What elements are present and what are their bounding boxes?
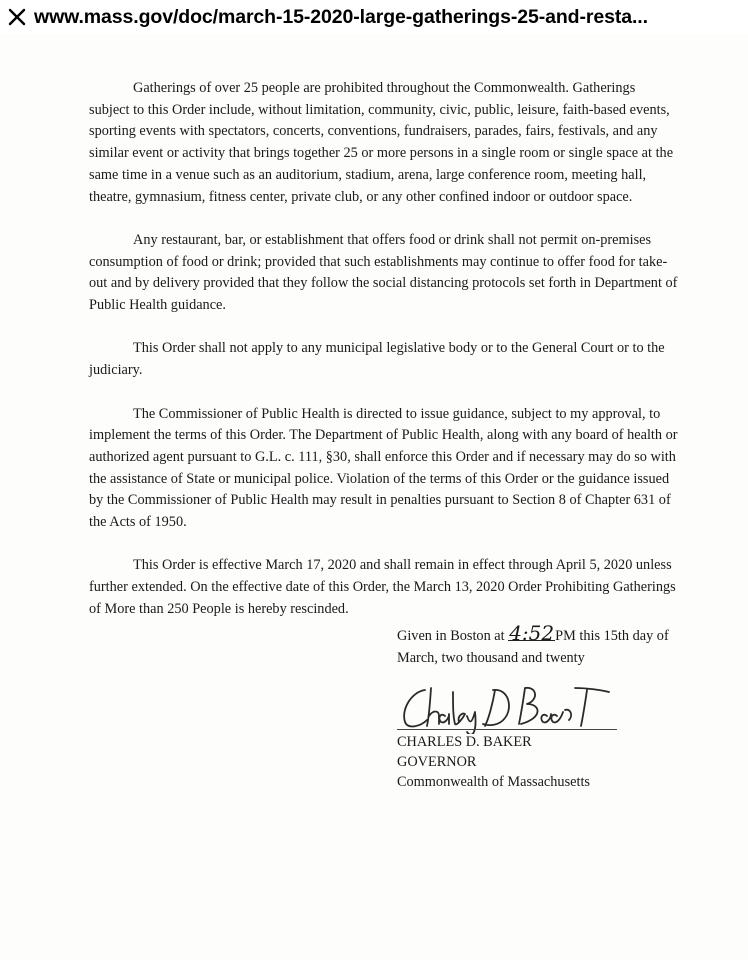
document-body [89,78,679,645]
given-line-2: March, two thousand and twenty [397,649,585,666]
given-in-boston [397,621,697,669]
signature-image [397,682,619,734]
given-prefix: Given in Boston at [397,628,509,644]
paragraph-restaurants: Any restaurant, bar, or establishment that offers food or drink shall not permit on-premises consumption of food or drink; provided that such establishments may continue to offer food for take-out and by delivery provided that they follow the social distancing protocols set forth in Department of Public Health guidance. [89,231,678,314]
given-suffix: PM this 15th day of [555,628,669,644]
close-icon[interactable] [0,0,34,34]
paragraph-enforcement: The Commissioner of Public Health is directed to issue guidance, subject to my approval, to implement the terms of this Order. The Department of Public Health, along with any board of health or authorized agent pursuant to G.L. c. 111, §30, shall enforce this Order and if necessary may do so with the assistance of State or municipal police. Violation of the terms of this Order or the guidance issued by the Commissioner of Public Health may result in penalties pursuant to Section 8 of Chapter 631 of the Acts of 1950. [89,405,678,531]
paragraph-exemptions: This Order shall not apply to any municipal legislative body or to the General Court or to the judiciary. [89,340,665,379]
signer-name: CHARLES D. BAKER [397,734,532,750]
url-bar [0,0,748,34]
signer-org: Commonwealth of Massachusetts [397,774,590,790]
signer-block [397,732,590,792]
paragraph-gatherings: Gatherings of over 25 people are prohibited throughout the Commonwealth. Gatherings subject to this Order include, without limitation, community, civic, public, leisure, faith-based events, sporting events with spectators, concerts, conventions, fundraisers, parades, fairs, festivals, and any similar event or activity that brings together 25 or more persons in a single room or single space at the same time in a venue such as an auditorium, stadium, arena, large conference room, meeting hall, theatre, gymnasium, fitness center, private club, or any other confined indoor or outdoor space. [89,80,674,205]
signature-line [397,729,617,730]
url-text[interactable]: www.mass.gov/doc/march-15-2020-large-gatherings-25-and-resta... [34,5,648,28]
handwritten-time: 4:52 [509,621,555,645]
signer-title: GOVERNOR [397,754,477,770]
paragraph-effective-date: This Order is effective March 17, 2020 and shall remain in effect through April 5, 2020 unless further extended. On the effective date of this Order, the March 13, 2020 Order Prohibiting Gatherings of More than 250 People is hereby rescinded. [89,557,676,617]
given-line-1 [397,621,697,648]
